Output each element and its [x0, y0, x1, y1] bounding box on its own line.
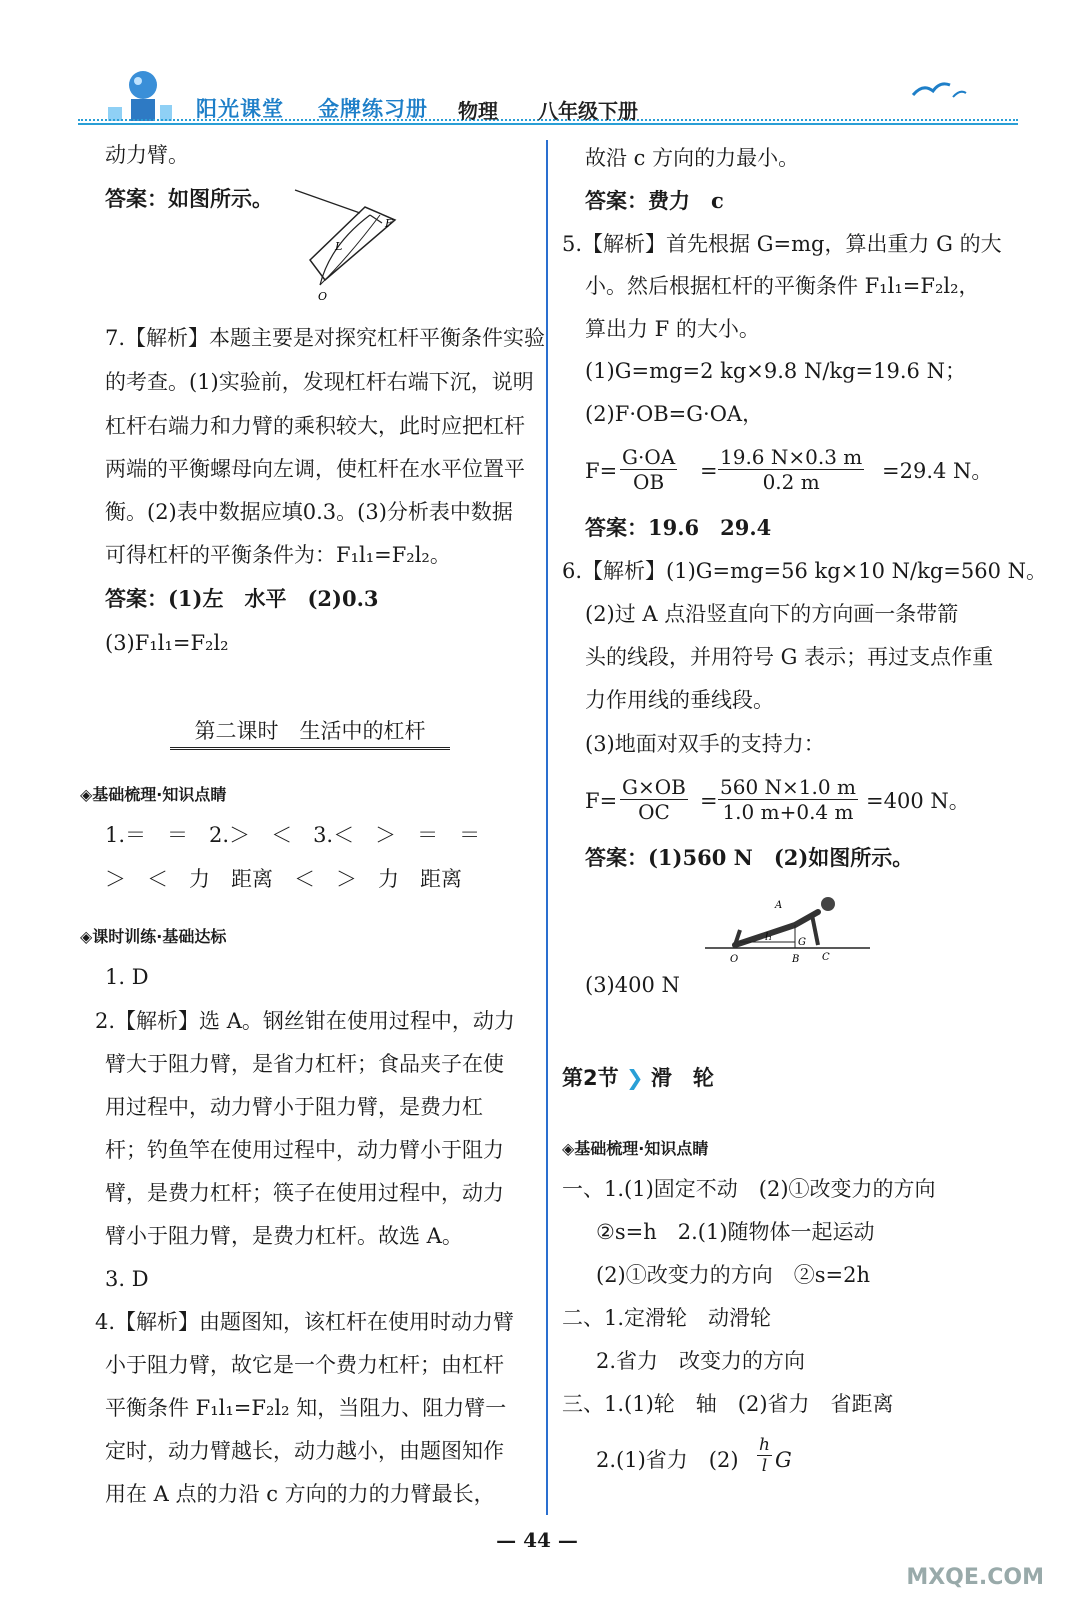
birds-icon — [908, 75, 978, 105]
section-number: 第2节 — [562, 1066, 619, 1090]
fraction — [620, 445, 677, 494]
svg-text:C: C — [822, 952, 830, 963]
svg-text:l₁: l₁ — [765, 932, 773, 943]
text-line: 算出力 F 的大小。 — [585, 317, 760, 341]
brand-name-2: 金牌练习册 — [318, 97, 428, 121]
header-mascot-icon — [98, 55, 193, 125]
text-line: 杆；钓鱼竿在使用过程中，动力臂小于阻力 — [105, 1138, 504, 1162]
text-line: 两端的平衡螺母向左调，使杠杆在水平位置平 — [105, 457, 525, 481]
watermark: MXQE.COM — [906, 1565, 1044, 1590]
text-line: 4.【解析】由题图知，该杠杆在使用时动力臂 — [95, 1310, 515, 1334]
lesson-title: 第二课时 生活中的杠杆 — [170, 715, 450, 750]
text-line: 三、1.(1)轮 轴 (2)省力 省距离 — [562, 1392, 894, 1416]
grade: 八年级下册 — [538, 99, 638, 123]
text-line: 衡。(2)表中数据应填0.3。(3)分析表中数据 — [105, 500, 513, 524]
lever-figure-1 — [290, 185, 410, 305]
text-line: 2.省力 改变力的方向 — [596, 1349, 806, 1373]
fraction — [757, 1435, 772, 1476]
text-line: 杠杆右端力和力臂的乘积较大，此时应把杠杆 — [105, 414, 525, 438]
text-line: ＞ ＜ 力 距离 ＜ ＞ 力 距离 — [105, 867, 462, 891]
text-line: 小。然后根据杠杆的平衡条件 F₁l₁=F₂l₂， — [585, 274, 980, 298]
fraction-denominator: l — [761, 1456, 768, 1476]
formula-rhs: =400 N。 — [866, 789, 970, 813]
answer-line: 答案：费力 c — [585, 188, 724, 213]
fraction-numerator: 560 N×1.0 m — [720, 775, 856, 799]
fraction-denominator: OB — [633, 470, 665, 494]
text-line: (3)F₁l₁=F₂l₂ — [105, 631, 229, 655]
svg-text:A: A — [775, 900, 783, 911]
text-line: 2.【解析】选 A。钢丝钳在使用过程中，动力 — [95, 1009, 515, 1033]
fraction-denominator: 0.2 m — [762, 470, 820, 494]
fraction-denominator: 1.0 m+0.4 m — [722, 800, 854, 824]
section-heading: ◈基础梳理·知识点睛 — [80, 785, 227, 804]
text-line: 3. D — [105, 1267, 149, 1291]
fraction-numerator: G·OA — [622, 445, 676, 469]
text-line: 2.(1)省力 (2) — [596, 1448, 739, 1472]
pushup-figure — [700, 890, 875, 965]
fraction-numerator: 19.6 N×0.3 m — [720, 445, 863, 469]
formula-lhs: F= — [585, 789, 618, 813]
text-line: 二、1.定滑轮 动滑轮 — [562, 1306, 772, 1330]
text-line: 7.【解析】本题主要是对探究杠杆平衡条件实验 — [105, 326, 546, 350]
text-line: (1)G=mg=2 kg×9.8 N/kg=19.6 N； — [585, 359, 966, 383]
text-line: 可得杠杆的平衡条件为：F₁l₁=F₂l₂。 — [105, 543, 451, 567]
text-line: 头的线段，并用符号 G 表示；再过支点作重 — [585, 645, 994, 669]
fraction-numerator: h — [759, 1435, 770, 1455]
text-line: 的考查。(1)实验前，发现杠杆右端下沉，说明 — [105, 370, 534, 394]
formula-eq: = — [700, 459, 718, 483]
fraction-denominator: OC — [638, 800, 670, 824]
text-line: (2)①改变力的方向 ②s=2h — [596, 1263, 871, 1287]
fraction — [718, 445, 864, 494]
fig1-label-o: O — [318, 290, 328, 303]
text-line: 平衡条件 F₁l₁=F₂l₂ 知，当阻力、阻力臂一 — [105, 1396, 507, 1420]
answer-line: 答案：(1)560 N (2)如图所示。 — [585, 845, 914, 870]
text-line: 6.【解析】(1)G=mg=56 kg×10 N/kg=560 N。 — [562, 559, 1048, 583]
svg-text:G: G — [798, 937, 806, 948]
text-line: 一、1.(1)固定不动 (2)①改变力的方向 — [562, 1177, 936, 1201]
text-line: (2)F·OB=G·OA， — [585, 402, 764, 426]
text-line: 臂，是费力杠杆；筷子在使用过程中，动力 — [105, 1181, 504, 1205]
section-heading: ◈基础梳理·知识点睛 — [562, 1139, 709, 1158]
page-number: — 44 — — [496, 1528, 578, 1552]
column-divider — [546, 140, 548, 1515]
answer-line: 答案：如图所示。 — [105, 186, 273, 211]
page-header — [78, 95, 1018, 127]
answer-line: 答案：19.6 29.4 — [585, 515, 772, 540]
section-heading: ◈课时训练·基础达标 — [80, 927, 227, 946]
fig1-label-f: F — [385, 217, 393, 230]
section-title — [562, 1062, 714, 1092]
text-line: ②s=h 2.(1)随物体一起运动 — [596, 1220, 875, 1244]
text-line: 5.【解析】首先根据 G=mg，算出重力 G 的大 — [562, 232, 1002, 256]
svg-text:B: B — [792, 954, 800, 965]
text-line: 用在 A 点的力沿 c 方向的力的力臂最长， — [105, 1482, 495, 1506]
text-line: 用过程中，动力臂小于阻力臂，是费力杠 — [105, 1095, 483, 1119]
text-line: 臂小于阻力臂，是费力杠杆。故选 A。 — [105, 1224, 463, 1248]
text-line: 1.＝ ＝ 2.＞ ＜ 3.＜ ＞ ＝ ＝ — [105, 823, 481, 847]
brand-name: 阳光课堂 — [196, 97, 284, 121]
text-line: (3)地面对双手的支持力： — [585, 732, 825, 756]
fraction-numerator: G×OB — [622, 775, 686, 799]
text-line: 小于阻力臂，故它是一个费力杠杆；由杠杆 — [105, 1353, 504, 1377]
chevron-right-icon: ❯ — [625, 1066, 644, 1090]
text-line: G — [775, 1448, 792, 1472]
text-line: (2)过 A 点沿竖直向下的方向画一条带箭 — [585, 602, 959, 626]
text-line: 臂大于阻力臂，是省力杠杆；食品夹子在使 — [105, 1052, 504, 1076]
answer-line: 答案：(1)左 水平 (2)0.3 — [105, 586, 379, 611]
section-name: 滑 轮 — [650, 1066, 714, 1090]
fraction — [718, 775, 858, 824]
fraction — [620, 775, 688, 824]
formula-lhs: F= — [585, 459, 618, 483]
formula-rhs: =29.4 N。 — [882, 459, 993, 483]
svg-text:O: O — [730, 954, 739, 965]
text-line: 动力臂。 — [105, 143, 189, 167]
text-line: 力作用线的垂线段。 — [585, 688, 774, 712]
text-line: 故沿 c 方向的力最小。 — [585, 146, 800, 170]
fig1-label-l: L — [335, 240, 343, 253]
subject: 物理 — [458, 99, 498, 123]
text-line: (3)400 N — [585, 973, 680, 997]
text-line: 定时，动力臂越长，动力越小，由题图知作 — [105, 1439, 504, 1463]
text-line: 1. D — [105, 965, 149, 989]
formula-eq: = — [700, 789, 718, 813]
